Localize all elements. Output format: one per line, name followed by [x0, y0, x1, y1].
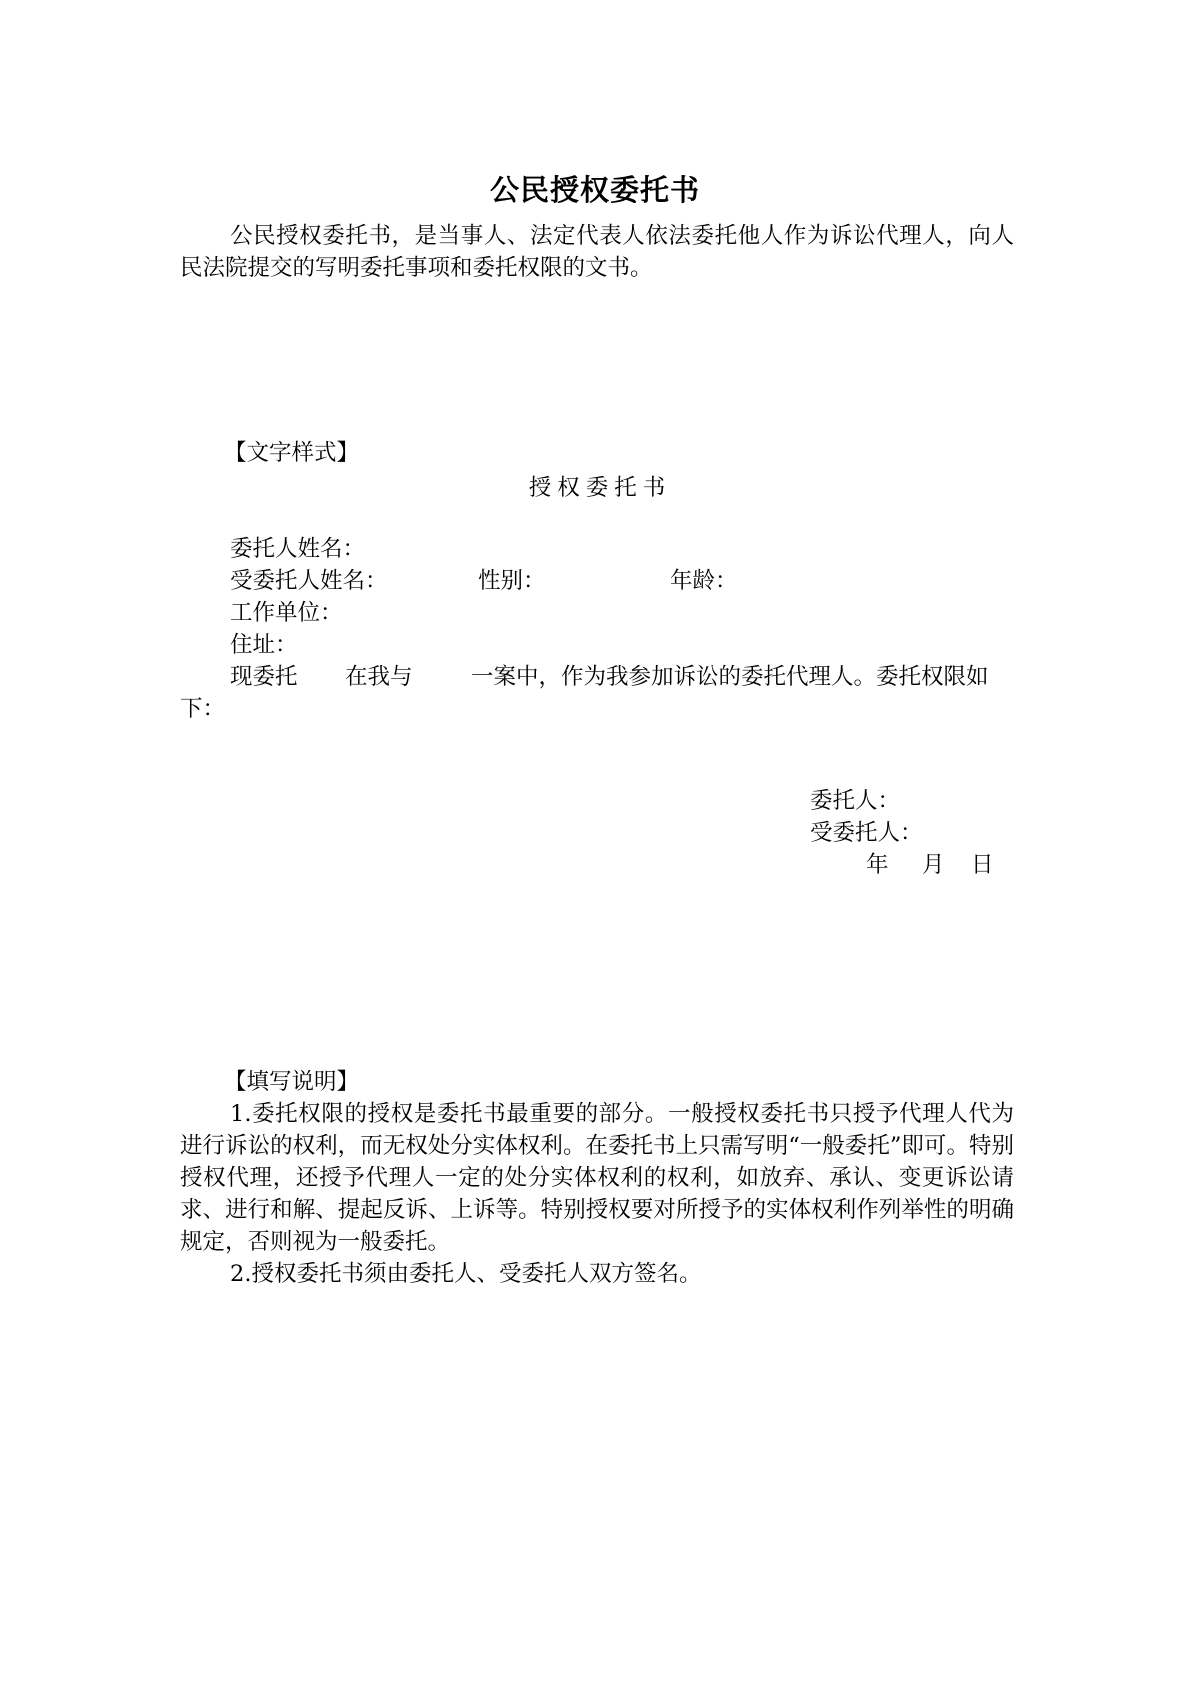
date-day-label: 日 [971, 852, 994, 878]
age-label: 年龄： [670, 568, 738, 594]
principal-name-label: 委托人姓名： [230, 536, 366, 562]
signature-principal-label: 委托人： [810, 788, 901, 814]
document-title: 公民授权委托书 [489, 173, 700, 207]
intro-paragraph: 公民授权委托书，是当事人、法定代表人依法委托他人作为诉讼代理人，向人民法院提交的写明委托事项和委托权限的文书。 [180, 223, 1014, 281]
agent-name-label: 受委托人姓名： [230, 568, 388, 594]
instruction-item-1: 1.委托权限的授权是委托书最重要的部分。一般授权委托书只授予代理人代为进行诉讼的权利，而无权处分实体权利。在委托书上只需写明“一般委托”即可。特别授权代理，还授予代理人一定的处分实体权利的权利，如放弃、承认、变更诉讼请求、进行和解、提起反诉、上诉等。特别授权要对所授予的实体权利作列举性的明确规定，否则视为一般委托。 [180, 1101, 1014, 1255]
date-month-label: 月 [922, 852, 945, 878]
gender-label: 性别： [478, 568, 546, 594]
instruction-item-2: 2.授权委托书须由委托人、受委托人双方签名。 [230, 1261, 702, 1287]
address-label: 住址： [230, 632, 298, 658]
entrust-text-part-c: 一案中，作为我参加诉讼的委托代理人。委托权限如 [471, 664, 989, 690]
entrust-text-part-a: 现委托 [230, 664, 298, 690]
work-unit-label: 工作单位： [230, 600, 343, 626]
form-title: 授权委托书 [528, 475, 672, 501]
template-section-heading: 【文字样式】 [224, 440, 360, 466]
entrust-text-part-b: 在我与 [345, 664, 413, 690]
date-year-label: 年 [866, 852, 889, 878]
signature-agent-label: 受委托人： [810, 820, 923, 846]
instructions-heading: 【填写说明】 [224, 1069, 360, 1095]
entrust-text-part-d: 下： [180, 696, 226, 722]
